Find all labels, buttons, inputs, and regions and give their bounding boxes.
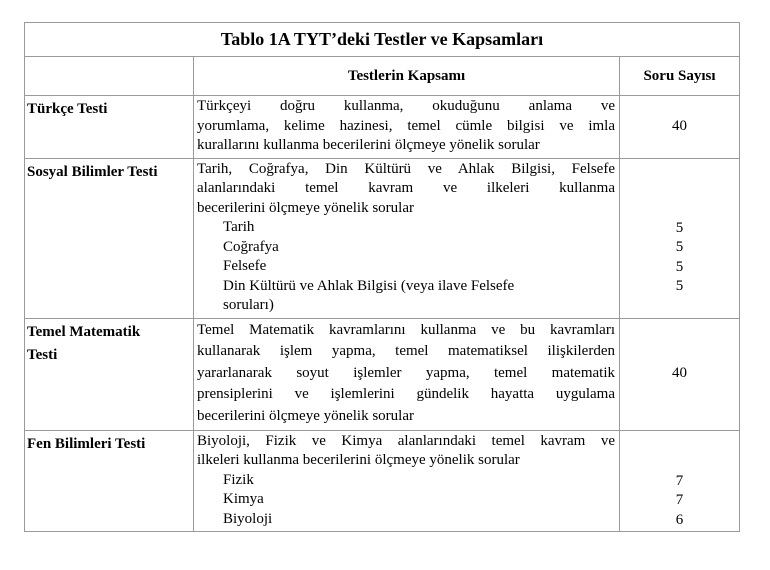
test-name-line: Fen Bilimleri Testi [27, 435, 146, 452]
header-count: Soru Sayısı [620, 57, 740, 96]
test-name-line: Türkçe Testi [27, 101, 108, 117]
sub-item-label: Kimya [223, 491, 264, 507]
sub-item-label: soruları) [223, 297, 274, 313]
table-row-sosyal [25, 158, 740, 318]
table-row-fen [25, 430, 740, 532]
scope-line: ilkeleri kullanma becerilerini ölçmeye yönelik sorular [197, 452, 520, 468]
scope-line: yararlanarak soyut işlemler yapma, temel matematik [197, 364, 615, 381]
question-count: 40 [620, 96, 740, 159]
table-title: Tablo 1A TYT’deki Testler ve Kapsamları [25, 23, 740, 57]
test-name-line: Testi [27, 346, 58, 363]
sub-item-label: Coğrafya [223, 238, 279, 255]
test-name [25, 430, 194, 532]
tests-table [24, 22, 740, 532]
sub-item-count: 5 [675, 258, 684, 275]
scope-line: becerilerini ölçmeye yönelik sorular [197, 199, 414, 216]
question-counts [620, 158, 740, 318]
sub-item-count: 7 [675, 472, 684, 489]
scope-line: kullanarak işlem yapma, temel matematiksel ilişkilerden [197, 343, 615, 359]
test-name [25, 96, 194, 159]
scope-line: Türkçeyi doğru kullanma, okuduğunu anlama ve [197, 98, 615, 114]
sub-item-count: 7 [675, 492, 684, 508]
test-scope [194, 158, 620, 318]
sub-item-count: 6 [675, 511, 684, 528]
scope-line: becerilerini ölçmeye yönelik sorular [197, 407, 414, 424]
sub-item-label: Fizik [223, 471, 254, 488]
test-name-line: Temel Matematik [27, 323, 141, 340]
sub-item-label: Biyoloji [223, 510, 273, 527]
table-row-turkce [25, 96, 740, 159]
test-scope [194, 318, 620, 430]
scope-line: Biyoloji, Fizik ve Kimya alanlarındaki temel kavram ve [197, 432, 615, 449]
scope-line: Temel Matematik kavramlarını kullanma ve bu kavramları [197, 321, 615, 338]
header-test-name [25, 57, 194, 96]
question-counts [620, 430, 740, 532]
sub-item-label: Din Kültürü ve Ahlak Bilgisi (veya ilave Felsefe [223, 277, 515, 294]
test-name [25, 318, 194, 430]
sub-item-count: 5 [675, 219, 684, 236]
scope-line: Tarih, Coğrafya, Din Kültürü ve Ahlak Bilgisi, Felsefe [197, 160, 615, 177]
table-row-matematik [25, 318, 740, 430]
sub-item-count: 5 [675, 278, 684, 294]
scope-line: yorumlama, kelime hazinesi, temel cümle bilgisi ve imla [197, 117, 615, 134]
test-name-line: Sosyal Bilimler Testi [27, 163, 158, 180]
test-scope [194, 96, 620, 159]
sub-item-count: 5 [675, 239, 684, 255]
scope-line: prensiplerini ve işlemlerini gündelik hayatta uygulama [197, 386, 615, 402]
scope-line: kurallarını kullanma becerilerini ölçmeye yönelik sorular [197, 137, 540, 153]
test-scope [194, 430, 620, 532]
scope-line: alanlarındaki temel kavram ve ilkeleri kullanma [197, 180, 615, 196]
test-name [25, 158, 194, 318]
question-count: 40 [620, 318, 740, 430]
header-scope: Testlerin Kapsamı [194, 57, 620, 96]
sub-item-label: Felsefe [223, 258, 267, 274]
sub-item-label: Tarih [223, 219, 255, 235]
